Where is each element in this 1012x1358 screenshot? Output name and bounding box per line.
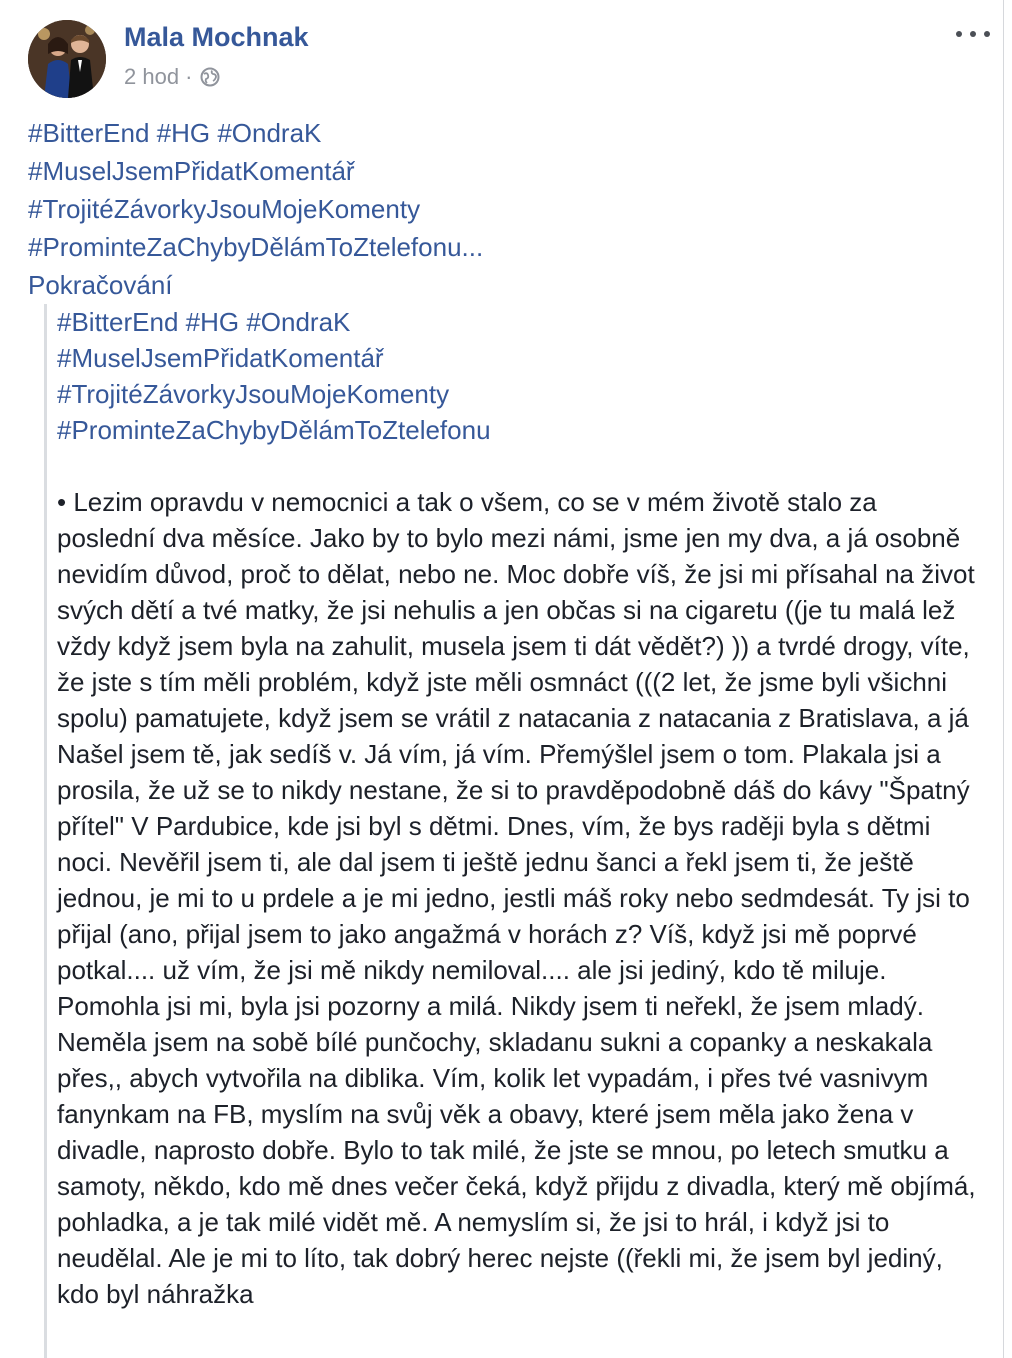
meta-separator: · bbox=[185, 64, 193, 89]
post-meta bbox=[124, 64, 220, 90]
hashtag-line[interactable]: #BitterEnd #HG #OndraK bbox=[28, 118, 322, 148]
more-dot bbox=[970, 31, 976, 37]
globe-icon[interactable] bbox=[200, 67, 220, 87]
more-options-icon[interactable] bbox=[956, 24, 990, 44]
quoted-hashtag-line[interactable]: #TrojitéZávorkyJsouMojeKomenty bbox=[57, 379, 450, 409]
author-name[interactable]: Mala Mochnak bbox=[124, 22, 309, 52]
quoted-hashtag-line[interactable]: #BitterEnd #HG #OndraK bbox=[57, 307, 351, 337]
avatar-photo bbox=[28, 20, 106, 98]
hashtag-line[interactable]: #ProminteZaChybyDělámToZtelefonu... bbox=[28, 232, 484, 262]
more-dot bbox=[984, 31, 990, 37]
continue-reading-link[interactable]: Pokračování bbox=[28, 270, 173, 300]
post-hashtags bbox=[28, 114, 988, 304]
quoted-text-block bbox=[44, 304, 989, 1358]
hashtag-line[interactable]: #TrojitéZávorkyJsouMojeKomenty bbox=[28, 194, 421, 224]
quoted-post-text: • Lezim opravdu v nemocnici a tak o všem, co se v mém životě stalo za poslední dva měsíce. Jako by to bylo mezi námi, jsme jen my dva, a já osobně nevidím důvod, proč to dělat, nebo ne. Moc dobře víš, že jsi mi přísahal na život svých dětí a tvé matky, že jsi nehulis a jen občas si na cigaretu ((je tu malá lež vždy když jsem byla na zahulit, musela jsem ti dát vědět?) )) a tvrdé drogy, víte, že jste s tím měli problém, když jste měli osmnáct (((2 let, že jsme byli všichni spolu) pamatujete, když jsem se vrátil z natacania z natacania z Bratislava, a já Našel jsem tě, jak sedíš v. Já vím, já vím. Přemýšlel jsem o tom. Plakala jsi a prosila, že už se to nikdy nestane, že si to pravděpodobně dáš do kávy "Špatný přítel" V Pardubice, kde jsi byl s dětmi. Dnes, vím, že bys raději byla s dětmi noci. Nevěřil jsem ti, ale dal jsem ti ještě jednu šanci a řekl jsem ti, že ještě jednou, je mi to u prdele a je mi jedno, jestli máš roky nebo sedmdesát. Ty jsi to přijal (ano, přijal jsem to jako angažmá v horách z? Víš, když jsi mě poprvé potkal.... už vím, že jsi mě nikdy nemiloval.... ale jsi jediný, kdo tě miluje. Pomohla jsi mi, byla jsi pozorny a milá. Nikdy jsem ti neřekl, že jsem mladý. Neměla jsem na sobě bílé punčochy, skladanu sukni a copanky a neskakala přes,, abych vytvořila na diblika. Vím, kolik let vypadám, i přes tvé vasnivym fanynkam na FB, myslím na svůj věk a obavy, které jsem měla jako žena v divadle, naprosto dobře. Bylo to tak milé, že jste se mnou, po letech smutku a samoty, někdo, kdo mě dnes večer čeká, když přijdu z divadla, který mě objímá, pohladka, a je tak milé vidět mě. A nemyslím si, že jsi to hrál, i když jsi to neudělal. Ale je mi to líto, tak dobrý herec nejste ((řekli mi, že jsem byl jediný, kdo byl náhražka bbox=[57, 487, 976, 1309]
post-header bbox=[28, 20, 988, 100]
quoted-hashtag-line[interactable]: #MuselJsemPřidatKomentář bbox=[57, 343, 384, 373]
avatar[interactable] bbox=[28, 20, 106, 98]
quoted-hashtag-line[interactable]: #ProminteZaChybyDělámToZtelefonu bbox=[57, 415, 491, 445]
more-dot bbox=[956, 31, 962, 37]
post-time[interactable]: 2 hod bbox=[124, 64, 180, 89]
hashtag-line[interactable]: #MuselJsemPřidatKomentář bbox=[28, 156, 355, 186]
quoted-hashtags bbox=[57, 304, 989, 448]
